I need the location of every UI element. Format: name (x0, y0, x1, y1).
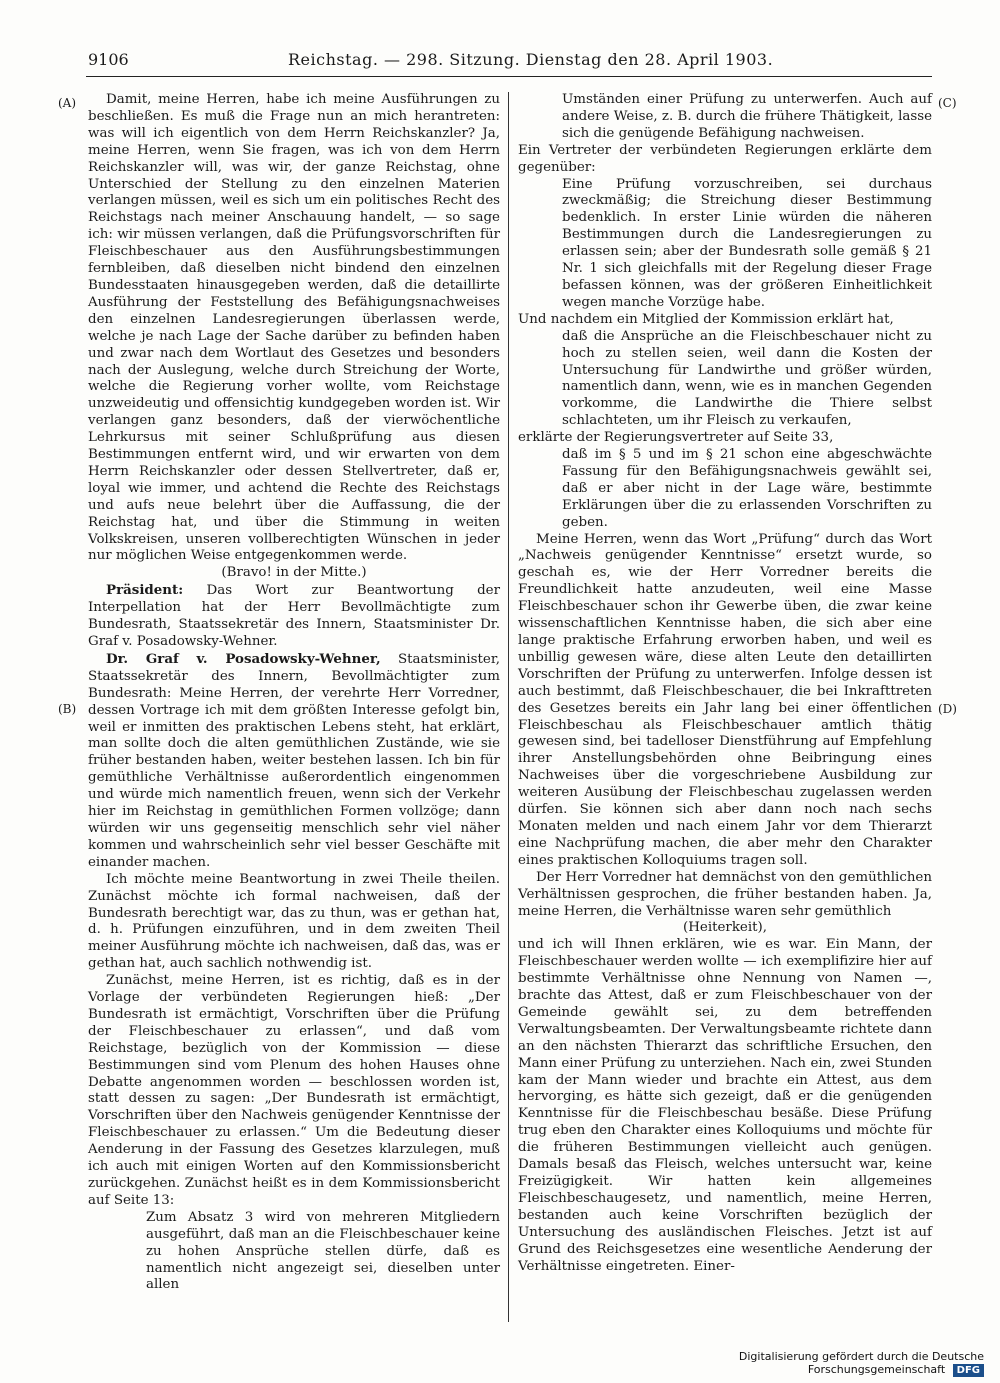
digitization-credit (600, 1350, 984, 1376)
margin-letter-a: (A) (58, 96, 77, 110)
speech-paragraph (88, 651, 500, 872)
right-column (518, 92, 932, 1275)
paragraph: Ich möchte meine Beantwortung in zwei Theile theilen. Zunächst möchte ich formal nachweisen, daß der Bundesrath berechtigt war, das zu thun, was er gethan hat, d. h. Prüfungen einzuführen, und in dem zweiten Theil meiner Ausführung möchte ich nachweisen, daß das, was er gethan hat, auch sachlich nothwendig ist. (88, 871, 500, 972)
dfg-logo: DFG (953, 1364, 984, 1377)
paragraph: Und nachdem ein Mitglied der Kommission erklärt hat, (518, 311, 894, 327)
paragraph: Der Herr Vorredner hat demnächst von den gemüthlichen Verhältnissen gesprochen, die früher bestanden haben. Ja, meine Herren, die Verhältnisse waren sehr gemüthlich (518, 869, 932, 919)
president-paragraph (88, 582, 500, 651)
quotation: Umständen einer Prüfung zu unterwerfen. Auch auf andere Weise, z. B. durch die frühere Thätigkeit, lasse sich die genügende Befähigung nachweisen. (562, 92, 932, 141)
interjection: (Heiterkeit), (683, 920, 767, 936)
margin-letter-c: (C) (938, 96, 957, 110)
page-header (88, 44, 928, 72)
left-column (88, 92, 500, 1294)
paragraph-text: Das Wort zur Beantwortung der Interpellation hat der Herr Bevollmächtigte zum Bundesrath, Staatssekretär des Innern, Staatsminister Dr. Graf v. Posadowsky-Wehner. (88, 583, 500, 649)
running-title: Reichstag. — 298. Sitzung. Dienstag den 28. April 1903. (288, 50, 774, 69)
credit-text: Digitalisierung gefördert durch die Deutsche Forschungsgemeinschaft (738, 1350, 984, 1376)
interjection: (Bravo! in der Mitte.) (221, 565, 367, 581)
paragraph: und ich will Ihnen erklären, wie es war. Ein Mann, der Fleischbeschauer werden wollte — ich exemplifizire hier auf bestimmte Verhältnisse ohne Nennung von Namen —, brachte das Attest, daß er zum Fleischbeschauer von der Gemeinde gewählt sei, zu dem betreffenden Verwaltungsbeamten. Der Verwaltungsbeamte richtete dann an den nächsten Thierarzt das schriftliche Ersuchen, den Mann einer Prüfung zu unterziehen. Nach ein, zwei Stunden kam der Mann wieder und brachte ein Attest, aus dem hervorging, es hätte sich gezeigt, daß er die genügenden Kenntnisse für die Fleischbeschau besäße. Diese Prüfung trug eben den Charakter eines Kolloquiums und möchte für die früheren Bestimmungen vielleicht auch genügen. Damals besaß das Fleisch, welches untersucht war, keine Freizügigkeit. Wir hatten kein allgemeines Fleischbeschaugesetz, und namentlich, meine Herren, bestanden auch keine Vorschriften bezüglich der Untersuchung des ausländischen Fleisches. Jetzt ist auf Grund des Reichsgesetzes eine wesentliche Aenderung der Verhältnisse eingetreten. Einer- (518, 937, 932, 1274)
column-divider (508, 92, 509, 1322)
margin-letter-d: (D) (938, 702, 957, 716)
quotation: daß im § 5 und im § 21 schon eine abgeschwächte Fassung für den Befähigungsnachweis gewählt sei, daß er aber nicht in der Lage wäre, bestimmte Erklärungen über die zu erlassenden Vorschriften zu geben. (562, 447, 932, 530)
quotation: Zum Absatz 3 wird von mehreren Mitgliedern ausgeführt, daß man an die Fleischbeschauer keine zu hohen Ansprüche stellen dürfe, daß es namentlich nicht angezeigt sei, dieselben unter allen (146, 1209, 500, 1293)
speaker-name: Präsident: (106, 582, 184, 599)
paragraph: Zunächst, meine Herren, ist es richtig, daß es in der Vorlage der verbündeten Regierungen hieß: „Der Bundesrath ist ermächtigt, Vorschriften über die Prüfung der Fleischbeschauer zu erlassen“, und daß vom Reichstage, bezüglich von der Kommission — diese Bestimmungen sind vom Plenum des hohen Hauses ohne Debatte angenommen worden — beschlossen worden ist, statt dessen zu sagen: „Der Bundesrath ist ermächtigt, Vorschriften über den Nachweis genügender Kenntnisse der Fleischbeschauer zu erlassen.“ Um die Bedeutung dieser Aenderung in der Fassung des Gesetzes klarzulegen, muß ich auch mit einigen Worten auf den Kommissionsbericht zurückgehen. Zunächst heißt es in dem Kommissionsbericht auf Seite 13: (88, 973, 500, 1208)
quotation: Eine Prüfung vorzuschreiben, sei durchaus zweckmäßig; die Streichung dieser Bestimmung bedenklich. In erster Linie würden die näheren Bestimmungen durch die Landesregierungen zu erlassen sein; aber der Bundesrath solle gemäß § 21 Nr. 1 sich gleichfalls mit der Regelung dieser Frage befassen können, was der größeren Einheitlichkeit wegen manche Vorzüge habe. (562, 176, 932, 310)
paragraph: Meine Herren, wenn das Wort „Prüfung“ durch das Wort „Nachweis genügender Kenntnisse“ ersetzt wurde, so geschah es, wie der Herr Vorredner bereits die Freundlichkeit hatte anzudeuten, weil eine Masse Fleischbeschauer schon ihr Gewerbe üben, die zwar keine wissenschaftlichen Kenntnisse haben, die sich aber eine lange praktische Erfahrung erworben haben, und weil es unbillig gewesen wäre, diese alten Leute den detaillirten Vorschriften der Prüfung zu unterwerfen. Infolge dessen ist auch bestimmt, daß Fleischbeschauer, die bei Inkrafttreten des Gesetzes bereits ein Jahr lang bei einer öffentlichen Fleischbeschau als Fleischbeschauer amtlich thätig gewesen sind, bei tadelloser Dienstführung auf Empfehlung ihrer Anstellungsbehörden ohne Beibringung eines Nachweises über die vorgeschriebene Ausbildung zur weiteren Ausübung der Fleischbeschau zugelassen werden dürfen. Sie können sich aber dann noch nach sechs Monaten melden und nach einem Jahr vor dem Thierarzt eine Nachprüfung machen, die aber mehr den Charakter eines praktischen Kolloquiums tragen soll. (518, 531, 932, 868)
paragraph: erklärte der Regierungsvertreter auf Seite 33, (518, 430, 834, 446)
margin-letter-b: (B) (58, 702, 77, 716)
paragraph-text: Staatsminister, Staatssekretär des Innern, Bevollmächtigter zum Bundesrath: Meine Herren, der verehrte Herr Vorredner, dessen Vortrage ich mit dem größten Interesse gefolgt bin, weil er inmitten des praktischen Lebens steht, hat erklärt, man sollte doch die alten gemüthlichen Zustände, wie sie früher bestanden haben, weiter bestehen lassen. Ich bin für gemüthliche Verhältnisse außerordentlich eingenommen und würde mich namentlich freuen, wenn sich der Verkehr hier im Reichstag in gemüthlichen Formen vollzöge; dann würden wir uns gegenseitig menschlich sehr viel näher kommen und wahrscheinlich sehr viel besser Geschäfte mit einander machen. (88, 651, 501, 870)
header-rule (86, 76, 932, 77)
paragraph: Damit, meine Herren, habe ich meine Ausführungen zu beschließen. Es muß die Frage nun an mich herantreten: was will ich eigentlich von dem Herrn Reichskanzler? Ja, meine Herren, wenn Sie fragen, was ich von dem Herrn Reichskanzler will, was wir, der ganze Reichstag, ohne Unterschied der Stellung zu den einzelnen Materien verlangen müssen, weil es sich um ein politisches Recht des Reichstags nach meiner Anschauung handelt, — so sage ich: wir müssen verlangen, daß die Prüfungsvorschriften für Fleischbeschauer aus den Ausführungsbestimmungen fernbleiben, daß dieselben nicht bindend den einzelnen Bundesstaaten hinausgegeben werden, daß die detaillirte Ausführung der Feststellung des Befähigungsnachweises den einzelnen Landesregierungen überlassen werde, welche je nach Lage der Sache darüber zu befinden haben und zwar nach dem Wortlaut des Gesetzes und besonders nach der Auslegung, welche durch Streichung der Worte, welche die Regierung vorher wollte, vom Reichstage unzweideutig und offensichtig kundgegeben worden ist. Wir verlangen ganz besonders, daß der vierwöchentliche Lehrkursus mit seiner Schlußprüfung aus diesen Bestimmungen entfernt wird, und wir erwarten von dem Herrn Reichskanzler oder dessen Stellvertreter, daß er, loyal wie immer, und achtend die Rechte des Reichstags und aufs neue belehrt über die Auffassung, die der Reichstag hat, und über die Stimmung in weiten Volkskreisen, unseren vollberechtigten Wünschen in jeder nur möglichen Weise entgegenkommen werde. (88, 92, 500, 564)
speaker-name: Dr. Graf v. Posadowsky-Wehner, (106, 650, 381, 667)
paragraph: Ein Vertreter der verbündeten Regierungen erklärte dem gegenüber: (518, 142, 932, 175)
page-number: 9106 (88, 50, 129, 69)
quotation: daß die Ansprüche an die Fleischbeschauer nicht zu hoch zu stellen seien, weil dann die Kosten der Untersuchung für Landwirthe und größer würden, namentlich dann, wenn, wie es in manchen Gegenden vorkomme, die Landwirthe die Thiere selbst schlachteten, um ihr Fleisch zu verkaufen, (562, 328, 932, 429)
